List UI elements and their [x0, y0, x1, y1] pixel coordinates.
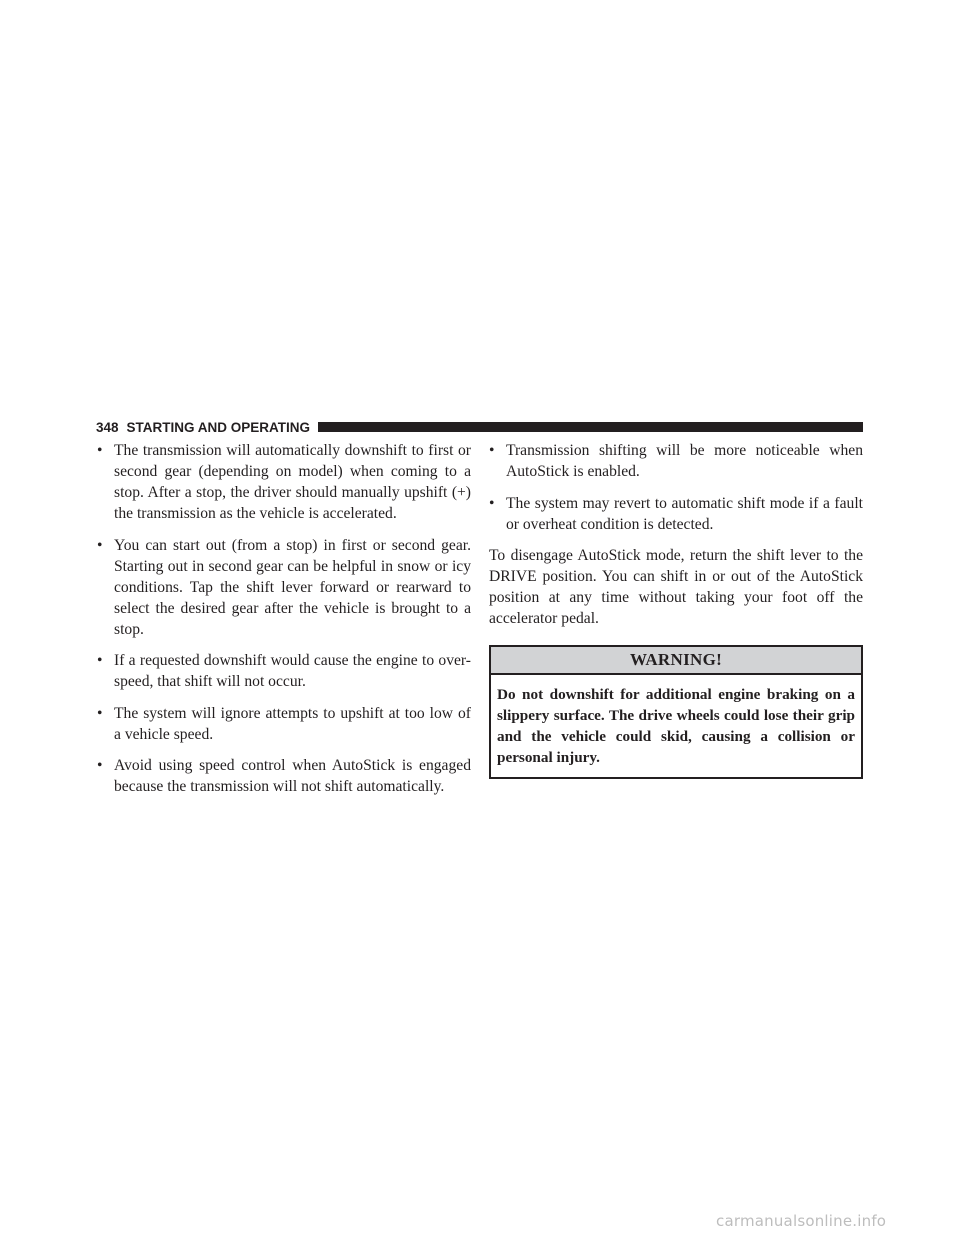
list-item-text: If a requested downshift would cause the engine to over-speed, that shift will not occur. [114, 652, 471, 690]
section-title: STARTING AND OPERATING [126, 419, 311, 435]
warning-text: Do not downshift for additional engine braking on a slippery surface. The drive wheels could lose their grip and the vehicle could skid, causing a collision or personal injury. [497, 686, 855, 766]
list-item-text: The system will ignore attempts to upshift at too low of a vehicle speed. [114, 704, 471, 743]
watermark: carmanualsonline.info [716, 1212, 887, 1230]
list-item-text: The transmission will automatically downshift to first or second gear (depending on model) when coming to a stop. After a stop, the driver should manually upshift (+) the transmission as the vehicle is accelerated. [114, 442, 471, 522]
bullet-icon: • [97, 442, 103, 459]
list-item [97, 535, 471, 640]
warning-title: WARNING! [491, 647, 861, 675]
bullet-icon: • [489, 494, 495, 512]
bullet-icon: • [97, 704, 103, 722]
left-bullet-list [97, 440, 471, 797]
list-item [97, 703, 471, 745]
list-item [97, 440, 471, 524]
list-item [489, 440, 863, 482]
list-item [489, 493, 863, 535]
bullet-icon: • [489, 442, 495, 459]
left-column [97, 440, 471, 808]
page-number: 348 [96, 419, 119, 435]
body-paragraph: To disengage AutoStick mode, return the shift lever to the DRIVE position. You can shift in or out of the AutoStick position at any time without taking your foot off the accelerator pedal. [489, 547, 863, 627]
bullet-icon: • [97, 652, 103, 669]
page-header [96, 418, 863, 436]
right-bullet-list [489, 440, 863, 535]
list-item-text: You can start out (from a stop) in first or second gear. Starting out in second gear can be helpful in snow or icy conditions. Tap the shift lever forward or rearward to select the desired gear after the vehicle is brought to a stop. [114, 536, 471, 638]
list-item-text: Transmission shifting will be more noticeable when AutoStick is enabled. [506, 442, 863, 480]
bullet-icon: • [97, 536, 103, 554]
list-item [97, 755, 471, 797]
list-item-text: The system may revert to automatic shift mode if a fault or overheat condition is detected. [506, 494, 863, 533]
bullet-icon: • [97, 757, 103, 774]
list-item [97, 650, 471, 692]
header-rule [318, 422, 863, 432]
warning-box [489, 645, 863, 779]
right-column [489, 440, 863, 779]
list-item-text: Avoid using speed control when AutoStick is engaged because the transmission will not shift automatically. [114, 757, 471, 795]
